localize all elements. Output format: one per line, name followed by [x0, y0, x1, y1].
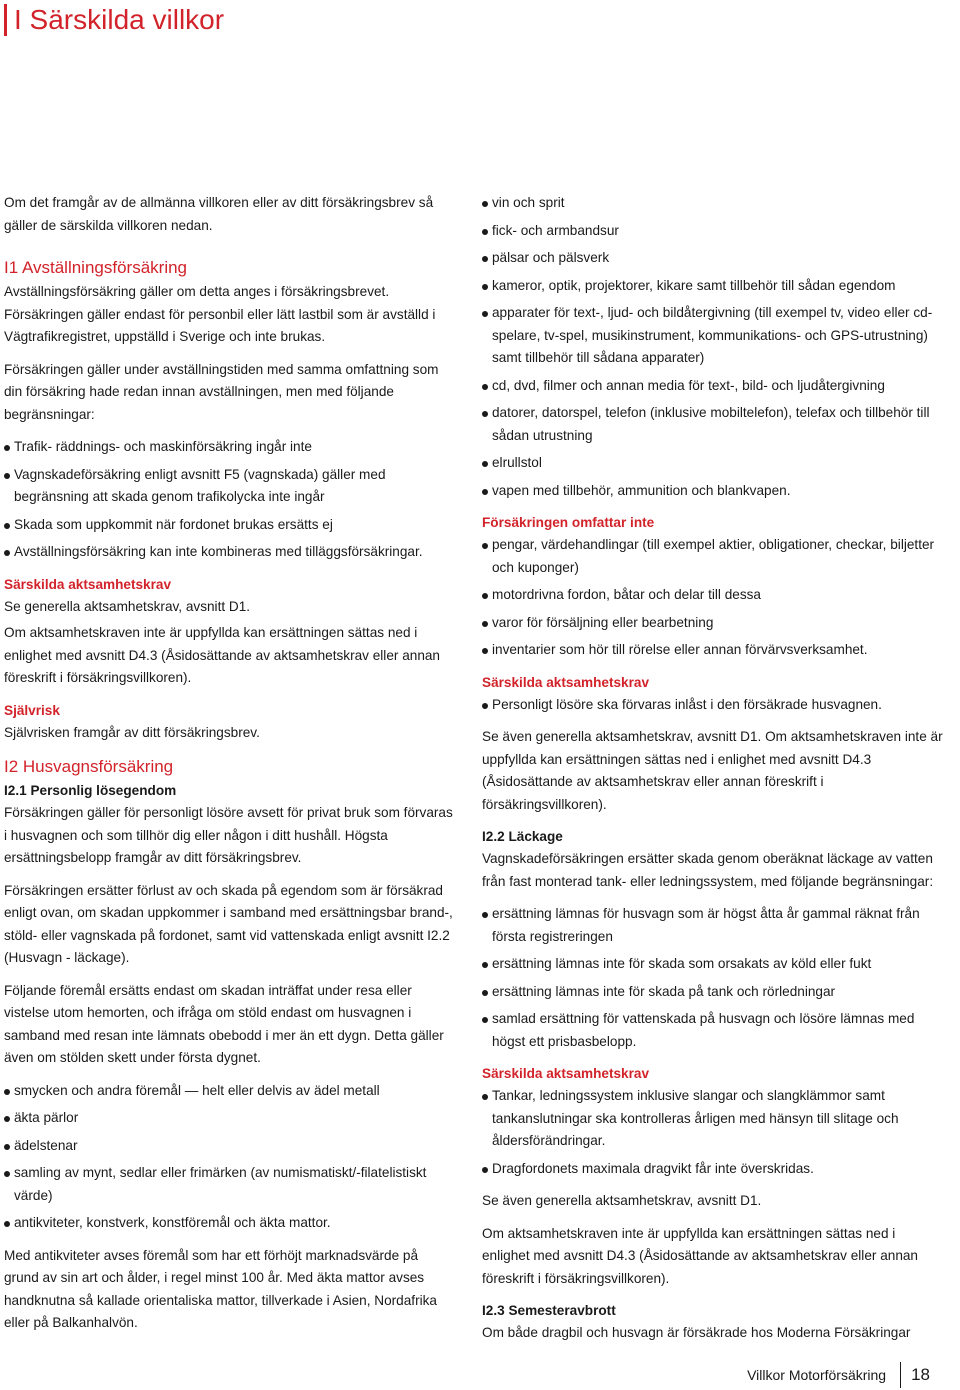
sjalvrisk-paragraph: Självrisken framgår av ditt försäkringsbrev.	[4, 724, 260, 740]
list-item: pengar, värdehandlingar (till exempel aktier, obligationer, checkar, biljetter och kuponger)	[482, 534, 944, 579]
i1-paragraph-1: Avställningsförsäkring gäller om detta anges i försäkringsbrevet. Försäkringen gäller endast för personbil eller lätt lastbil som är avställd i Vägtrafikregistret, uppställd i Sverige och inte brukas.	[4, 284, 436, 344]
i21-paragraph-4: Med antikviteter avses föremål som har ett förhöjt marknadsvärde på grund av sin art och ålder, i regel minst 100 år. Med äkta mattor avses handknutna så kallade orientaliska mattor, tillverkade i Asien, Nordafrika eller på Balkanhalvön.	[4, 1247, 437, 1330]
footer-title: Villkor Motorförsäkring	[747, 1367, 887, 1383]
list-item: Skada som uppkommit när fordonet brukas ersätts ej	[4, 514, 456, 537]
sjalvrisk-heading: Självrisk	[4, 702, 60, 718]
page-footer	[747, 1362, 930, 1388]
list-item: ersättning lämnas för husvagn som är högst åtta år gammal räknat från första registreringen	[482, 903, 944, 948]
list-item: vin och sprit	[482, 192, 944, 215]
section-heading-i1: I1 Avställningsförsäkring	[4, 258, 188, 277]
list-item: ersättning lämnas inte för skada som orsakats av köld eller fukt	[482, 953, 944, 976]
list-item: smycken och andra föremål — helt eller delvis av ädel metall	[4, 1080, 456, 1103]
i1-limitations-list	[4, 436, 456, 564]
intro-paragraph: Om det framgår av de allmänna villkoren eller av ditt försäkringsbrev så gäller de särskilda villkoren nedan.	[4, 195, 434, 233]
list-item: Tankar, ledningssystem inklusive slangar och slangklämmor samt tankanslutningar ska kontrolleras årligen med hänsyn till slitage och åldersförändringar.	[482, 1085, 944, 1153]
list-item: Avställningsförsäkring kan inte kombineras med tilläggsförsäkringar.	[4, 541, 456, 564]
list-item: Dragfordonets maximala dragvikt får inte överskridas.	[482, 1158, 944, 1181]
i22-heading: I2.2 Läckage	[482, 829, 563, 844]
i21-paragraph-1: Försäkringen gäller för personligt lösöre avsett för privat bruk som förvaras i husvagnen och som tillhör dig eller någon i ditt hushåll. Högsta ersättningsbelopp framgår av ditt försäkringsbrev.	[4, 805, 453, 865]
footer-divider	[900, 1362, 901, 1388]
list-item: fick- och armbandsur	[482, 220, 944, 243]
list-item: elrullstol	[482, 452, 944, 475]
aktsamhet-heading-2: Särskilda aktsamhetskrav	[482, 1066, 650, 1081]
i21-paragraph-3: Följande föremål ersätts endast om skadan inträffat under resa eller vistelse utom hemorten, och ifråga om stöld endast om husvagnen i samband med resan inte lämnats obebodd i mer än ett dygn. Detta gäller även om stölden skett under första dygnet.	[4, 982, 444, 1065]
aktsamhet-paragraph-right-2: Se även generella aktsamhetskrav, avsnitt D1.	[482, 1193, 762, 1208]
right-column	[482, 192, 944, 1355]
list-item: samling av mynt, sedlar eller frimärken (av numismatiskt/-filatelistiskt värde)	[4, 1162, 456, 1207]
aktsamhet-paragraph-right-1: Se även generella aktsamhetskrav, avsnitt D1. Om aktsamhetskraven inte är uppfyllda kan ersättningen sättas ned i enlighet med avsnitt D4.3 (Åsidosättande av aktsamhetskrav eller annan föreskrift i försäkringsvillkoren).	[482, 729, 943, 812]
aktsamhet-heading: Särskilda aktsamhetskrav	[4, 576, 172, 592]
page-number: 18	[911, 1365, 930, 1384]
list-item: vapen med tillbehör, ammunition och blankvapen.	[482, 480, 944, 503]
page-title: I Särskilda villkor	[14, 4, 225, 35]
i21-items-list-continued	[482, 192, 944, 502]
section-heading-i2: I2 Husvagnsförsäkring	[4, 757, 174, 776]
i21-paragraph-2: Försäkringen ersätter förlust av och skada på egendom som är försäkrad enligt ovan, om skadan uppkommer i samband med ersättningsbar brand-, stöld- eller vagnskada på fordonet, samt vid vattenskada enligt avsnitt I2.2 (Husvagn - läckage).	[4, 882, 453, 965]
list-item: datorer, datorspel, telefon (inklusive mobiltelefon), telefax och tillbehör till sådan utrustning	[482, 402, 944, 447]
title-accent-bar	[4, 4, 7, 36]
left-column	[4, 192, 456, 1345]
list-item: Trafik- räddnings- och maskinförsäkring ingår inte	[4, 436, 456, 459]
i22-paragraph: Vagnskadeförsäkringen ersätter skada genom oberäknat läckage av vatten från fast monterad tank- eller ledningssystem, med följande begränsningar:	[482, 851, 934, 889]
i23-heading: I2.3 Semesteravbrott	[482, 1303, 616, 1318]
i22-limitations-list	[482, 903, 944, 1053]
list-item: apparater för text-, ljud- och bildåtergivning (till exempel tv, video eller cd-spelare, tv-spel, musikinstrument, kommunikations- och GPS-utrustning) samt tillbehör till sådana apparater)	[482, 302, 944, 370]
aktsamhet-heading-1: Särskilda aktsamhetskrav	[482, 674, 650, 690]
i1-paragraph-2: Försäkringen gäller under avställningstiden med samma omfattning som din försäkring hade redan innan avställningen, men med följande begränsningar:	[4, 361, 439, 422]
list-item: äkta pärlor	[4, 1107, 456, 1130]
list-item: antikviteter, konstverk, konstföremål och äkta mattor.	[4, 1212, 456, 1235]
list-item: ädelstenar	[4, 1135, 456, 1158]
list-item: varor för försäljning eller bearbetning	[482, 612, 944, 635]
omfattar-list	[482, 534, 944, 662]
list-item: samlad ersättning för vattenskada på husvagn och lösöre lämnas med högst ett prisbasbelopp.	[482, 1008, 944, 1053]
list-item: inventarier som hör till rörelse eller annan förvärvsverksamhet.	[482, 639, 944, 662]
i21-heading: I2.1 Personlig lösegendom	[4, 783, 177, 798]
aktsamhet-list-1	[482, 694, 944, 717]
list-item: cd, dvd, filmer och annan media för text-, bild- och ljudåtergivning	[482, 375, 944, 398]
list-item: kameror, optik, projektorer, kikare samt tillbehör till sådan egendom	[482, 275, 944, 298]
aktsamhet-list-2	[482, 1085, 944, 1180]
omfattar-heading: Försäkringen omfattar inte	[482, 515, 655, 530]
list-item: motordrivna fordon, båtar och delar till dessa	[482, 584, 944, 607]
list-item: Vagnskadeförsäkring enligt avsnitt F5 (vagnskada) gäller med begränsning att skada genom trafikolycka inte ingår	[4, 464, 456, 509]
list-item: Personligt lösöre ska förvaras inlåst i den försäkrade husvagnen.	[482, 694, 944, 717]
aktsamhet-paragraph-2: Om aktsamhetskraven inte är uppfyllda kan ersättningen sättas ned i enlighet med avsnitt D4.3 (Åsidosättande av aktsamhetskrav eller annan föreskrift i försäkringsvillkoren).	[4, 625, 440, 685]
aktsamhet-paragraph-1: Se generella aktsamhetskrav, avsnitt D1.	[4, 598, 251, 614]
aktsamhet-paragraph-right-3: Om aktsamhetskraven inte är uppfyllda kan ersättningen sättas ned i enlighet med avsnitt D4.3 (Åsidosättande av aktsamhetskrav eller annan föreskrift i försäkringsvillkoren).	[482, 1225, 918, 1286]
i21-items-list	[4, 1080, 456, 1235]
list-item: pälsar och pälsverk	[482, 247, 944, 270]
i23-paragraph: Om både dragbil och husvagn är försäkrade hos Moderna Försäkringar	[482, 1325, 911, 1340]
list-item: ersättning lämnas inte för skada på tank och rörledningar	[482, 981, 944, 1004]
